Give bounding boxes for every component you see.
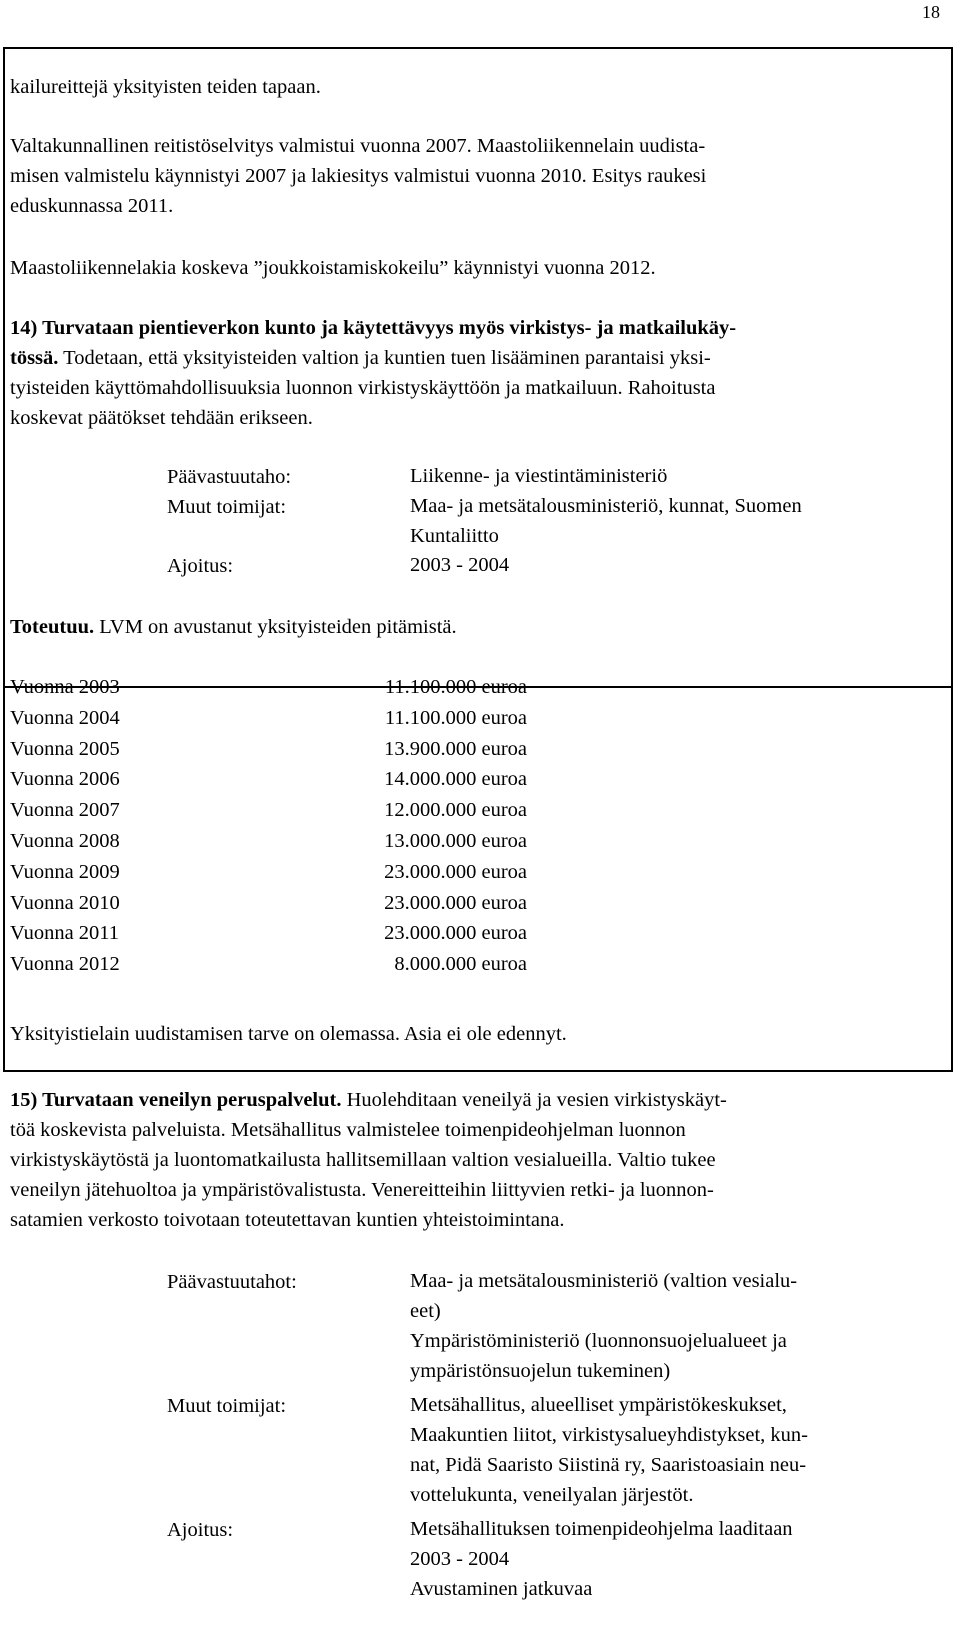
text-line: eduskunnassa 2011. [10, 195, 174, 217]
text-line: virkistyskäytöstä ja luontomatkailusta hallitsemillaan valtion vesialueilla. Valtio tukee [10, 1149, 716, 1171]
text-line: 2003 - 2004 [410, 1548, 510, 1570]
text-line: Ympäristöministeriö (luonnonsuojelualueet ja [410, 1330, 787, 1352]
text-line: vottelukunta, veneilyalan järjestöt. [410, 1484, 694, 1506]
timing-value-15 [410, 1514, 793, 1604]
text-line: Metsähallitus, alueelliset ympäristökeskukset, [410, 1394, 787, 1416]
table-row-year: Vuonna 2011 [10, 922, 120, 945]
text-line: tyisteiden käyttömahdollisuuksia luonnon virkistyskäyttöön ja matkailuun. Rahoitusta [10, 377, 716, 399]
table-row-year: Vuonna 2007 [10, 799, 120, 822]
item-15 [10, 1085, 945, 1235]
text-line: Maa- ja metsätalousministeriö (valtion vesialu- [410, 1270, 798, 1292]
text-line: nat, Pidä Saaristo Siistinä ry, Saaristoasiain neu- [410, 1454, 807, 1476]
paragraph-text: Maastoliikennelakia koskeva ”joukkoistamiskokeilu” käynnistyi vuonna 2012. [10, 257, 656, 279]
table-row-amount: 23.000.000 euroa [384, 860, 527, 883]
text-line: Maa- ja metsätalousministeriö, kunnat, Suomen [410, 495, 802, 517]
table-row-year: Vuonna 2009 [10, 860, 120, 883]
timing-value: 2003 - 2004 [410, 554, 510, 576]
status-line [10, 612, 945, 642]
text-span: Todetaan, että yksityisteiden valtion ja kuntien tuen lisääminen parantaisi yksi- [58, 347, 711, 369]
closing-text: Yksityistielain uudistamisen tarve on olemassa. Asia ei ole edennyt. [10, 1023, 567, 1045]
text-line: veneilyn jätehuoltoa ja ympäristövalistusta. Venereitteihin liittyvien retki- ja luonnon- [10, 1179, 714, 1201]
table-row-year: Vuonna 2004 [10, 706, 120, 729]
text-line [10, 1085, 945, 1115]
text-line: eet) [410, 1300, 441, 1322]
timing-label: Ajoitus: [167, 555, 234, 577]
item-14 [10, 313, 945, 433]
text-line: Avustaminen jatkuvaa [410, 1578, 593, 1600]
table-row-amount: 13.000.000 euroa [384, 830, 527, 852]
table-row-amount: 14.000.000 euroa [384, 768, 527, 791]
table-row-year: Vuonna 2010 [10, 891, 120, 914]
table-row-year: Vuonna 2006 [10, 768, 120, 791]
paragraph-kokeilu [10, 253, 945, 283]
page-number: 18 [922, 2, 940, 22]
status-label: Toteutuu. [10, 616, 95, 638]
text-line: koskevat päätökset tehdään erikseen. [10, 407, 313, 429]
others-value [410, 491, 802, 551]
others-label-15: Muut toimijat: [167, 1395, 287, 1417]
paragraph-intro [10, 72, 945, 102]
closing-line [10, 1019, 945, 1049]
table-row-amount: 12.000.000 euroa [384, 799, 527, 822]
item-heading-end: tössä. [10, 347, 59, 369]
text-line: töä koskevista palveluista. Metsähallitus valmistelee toimenpideohjelman luonnon [10, 1119, 686, 1141]
responsible-label-15: Päävastuutahot: [167, 1271, 297, 1293]
text-line: satamien verkosto toivotaan toteutettavan kuntien yhteistoimintana. [10, 1209, 565, 1231]
paragraph-text: kailureittejä yksityisten teiden tapaan. [10, 76, 321, 98]
others-label: Muut toimijat: [167, 496, 287, 518]
table-row-amount: 13.900.000 euroa [384, 737, 527, 760]
text-line: ympäristönsuojelun tukeminen) [410, 1360, 671, 1382]
table-row-year: Vuonna 2003 [10, 676, 120, 698]
text-line: Kuntaliitto [410, 525, 499, 547]
others-value-15 [410, 1390, 808, 1510]
table-row-year: Vuonna 2008 [10, 830, 120, 852]
paragraph-reitisto [10, 131, 945, 221]
status-text: LVM on avustanut yksityisteiden pitämistä. [94, 616, 457, 638]
table-row-year: Vuonna 2005 [10, 737, 120, 760]
table-row-amount: 11.100.000 euroa [384, 706, 527, 729]
table-row-amount: 8.000.000 euroa [394, 953, 527, 976]
text-line: Metsähallituksen toimenpideohjelma laaditaan [410, 1518, 793, 1540]
responsible-value: Liikenne- ja viestintäministeriö [410, 465, 668, 487]
text-line: Maakuntien liitot, virkistysalueyhdistykset, kun- [410, 1424, 808, 1446]
table-row-year: Vuonna 2012 [10, 953, 120, 976]
table-row-amount: 23.000.000 euroa [384, 922, 527, 945]
responsible-value-15 [410, 1266, 797, 1386]
table-row-amount: 11.100.000 euroa [384, 676, 527, 698]
item-heading: 14) Turvataan pientieverkon kunto ja käytettävyys myös virkistys- ja matkailukäy- [10, 317, 737, 339]
text-span: Huolehditaan veneilyä ja vesien virkistyskäyt- [341, 1089, 727, 1111]
item-heading: 15) Turvataan veneilyn peruspalvelut. [10, 1089, 342, 1111]
text-line: misen valmistelu käynnistyi 2007 ja lakiesitys valmistui vuonna 2010. Esitys raukesi [10, 165, 707, 187]
text-line: Valtakunnallinen reitistöselvitys valmistui vuonna 2007. Maastoliikennelain uudista- [10, 135, 706, 157]
timing-label-15: Ajoitus: [167, 1519, 234, 1541]
text-line [10, 343, 945, 373]
responsible-label: Päävastuutaho: [167, 466, 292, 488]
table-row-amount: 23.000.000 euroa [384, 891, 527, 914]
